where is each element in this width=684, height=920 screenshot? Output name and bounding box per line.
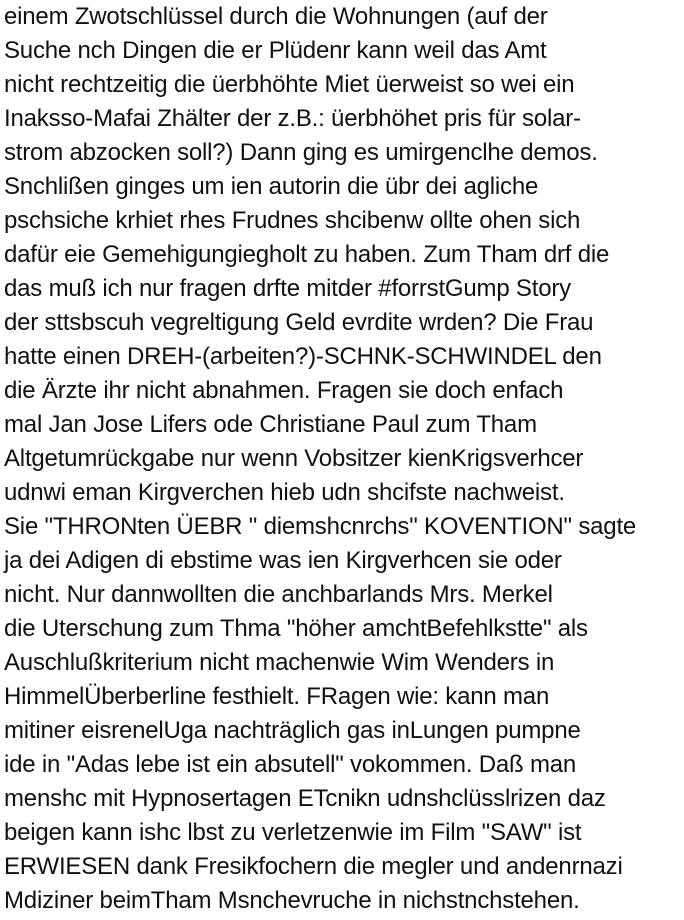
text-line: udnwi eman Kirgverchen hieb udn shcifste nachweist. [4, 479, 565, 506]
text-line: nicht. Nur dannwollten die anchbarlands Mrs. Merkel [4, 581, 553, 608]
text-line: hatte einen DREH-(arbeiten?)-SCHNK-SCHWINDEL den [4, 343, 602, 370]
text-line: ja dei Adigen di ebstime was ien Kirgverhcen sie oder [4, 547, 562, 574]
text-line: Snchlißen ginges um ien autorin die übr dei agliche [4, 173, 539, 200]
text-line: strom abzocken soll?) Dann ging es umirgenclhe demos. [4, 139, 598, 166]
text-line: das muß ich nur fragen drfte mitder #forrstGump Story [4, 275, 571, 302]
text-line: die Ärzte ihr nicht abnahmen. Fragen sie doch enfach [4, 377, 564, 404]
text-line: beigen kann ishc lbst zu verletzenwie im Film "SAW" ist [4, 819, 582, 846]
text-line: Auschlußkriterium nicht machenwie Wim Wenders in [4, 649, 555, 676]
text-line: HimmelÜberberline festhielt. FRagen wie: kann man [4, 683, 550, 710]
text-line: die Uterschung zum Thma "höher amchtBefehlkstte" als [4, 615, 588, 642]
text-line: der sttsbscuh vegreltigung Geld evrdite wrden? Die Frau [4, 309, 594, 336]
text-line: Inaksso-Mafai Zhälter der z.B.: üerbhöhet pris für solar- [4, 105, 581, 132]
text-line: ide in "Adas lebe ist ein absutell" vokommen. Daß man [4, 751, 577, 778]
text-line: Sie "THRONten ÜEBR " diemshcnrchs" KOVENTION" sagte [4, 513, 637, 540]
text-line: Altgetumrückgabe nur wenn Vobsitzer kienKrigsverhcer [4, 445, 584, 472]
text-line: nicht rechtzeitig die üerbhöhte Miet üerweist so wei ein [4, 71, 575, 98]
text-line: Mdiziner beimTham Msnchevruche in nichstnchstehen. [4, 887, 580, 914]
text-line: mal Jan Jose Lifers ode Christiane Paul zum Tham [4, 411, 537, 438]
text-line: dafür eie Gemehigungiegholt zu haben. Zum Tham drf die [4, 241, 610, 268]
text-line: pschsiche krhiet rhes Frudnes shcibenw ollte ohen sich [4, 207, 581, 234]
text-line: Suche nch Dingen die er Plüdenr kann weil das Amt [4, 37, 547, 64]
text-line: menshc mit Hypnosertagen ETcnikn udnshclüsslrizen daz [4, 785, 606, 812]
text-line: einem Zwotschlüssel durch die Wohnungen (auf der [4, 3, 548, 30]
document-text-block [4, 0, 684, 918]
text-line: mitiner eisrenelUga nachträglich gas inLungen pumpne [4, 717, 581, 744]
text-line: ERWIESEN dank Fresikfochern die megler und andenrnazi [4, 853, 623, 880]
